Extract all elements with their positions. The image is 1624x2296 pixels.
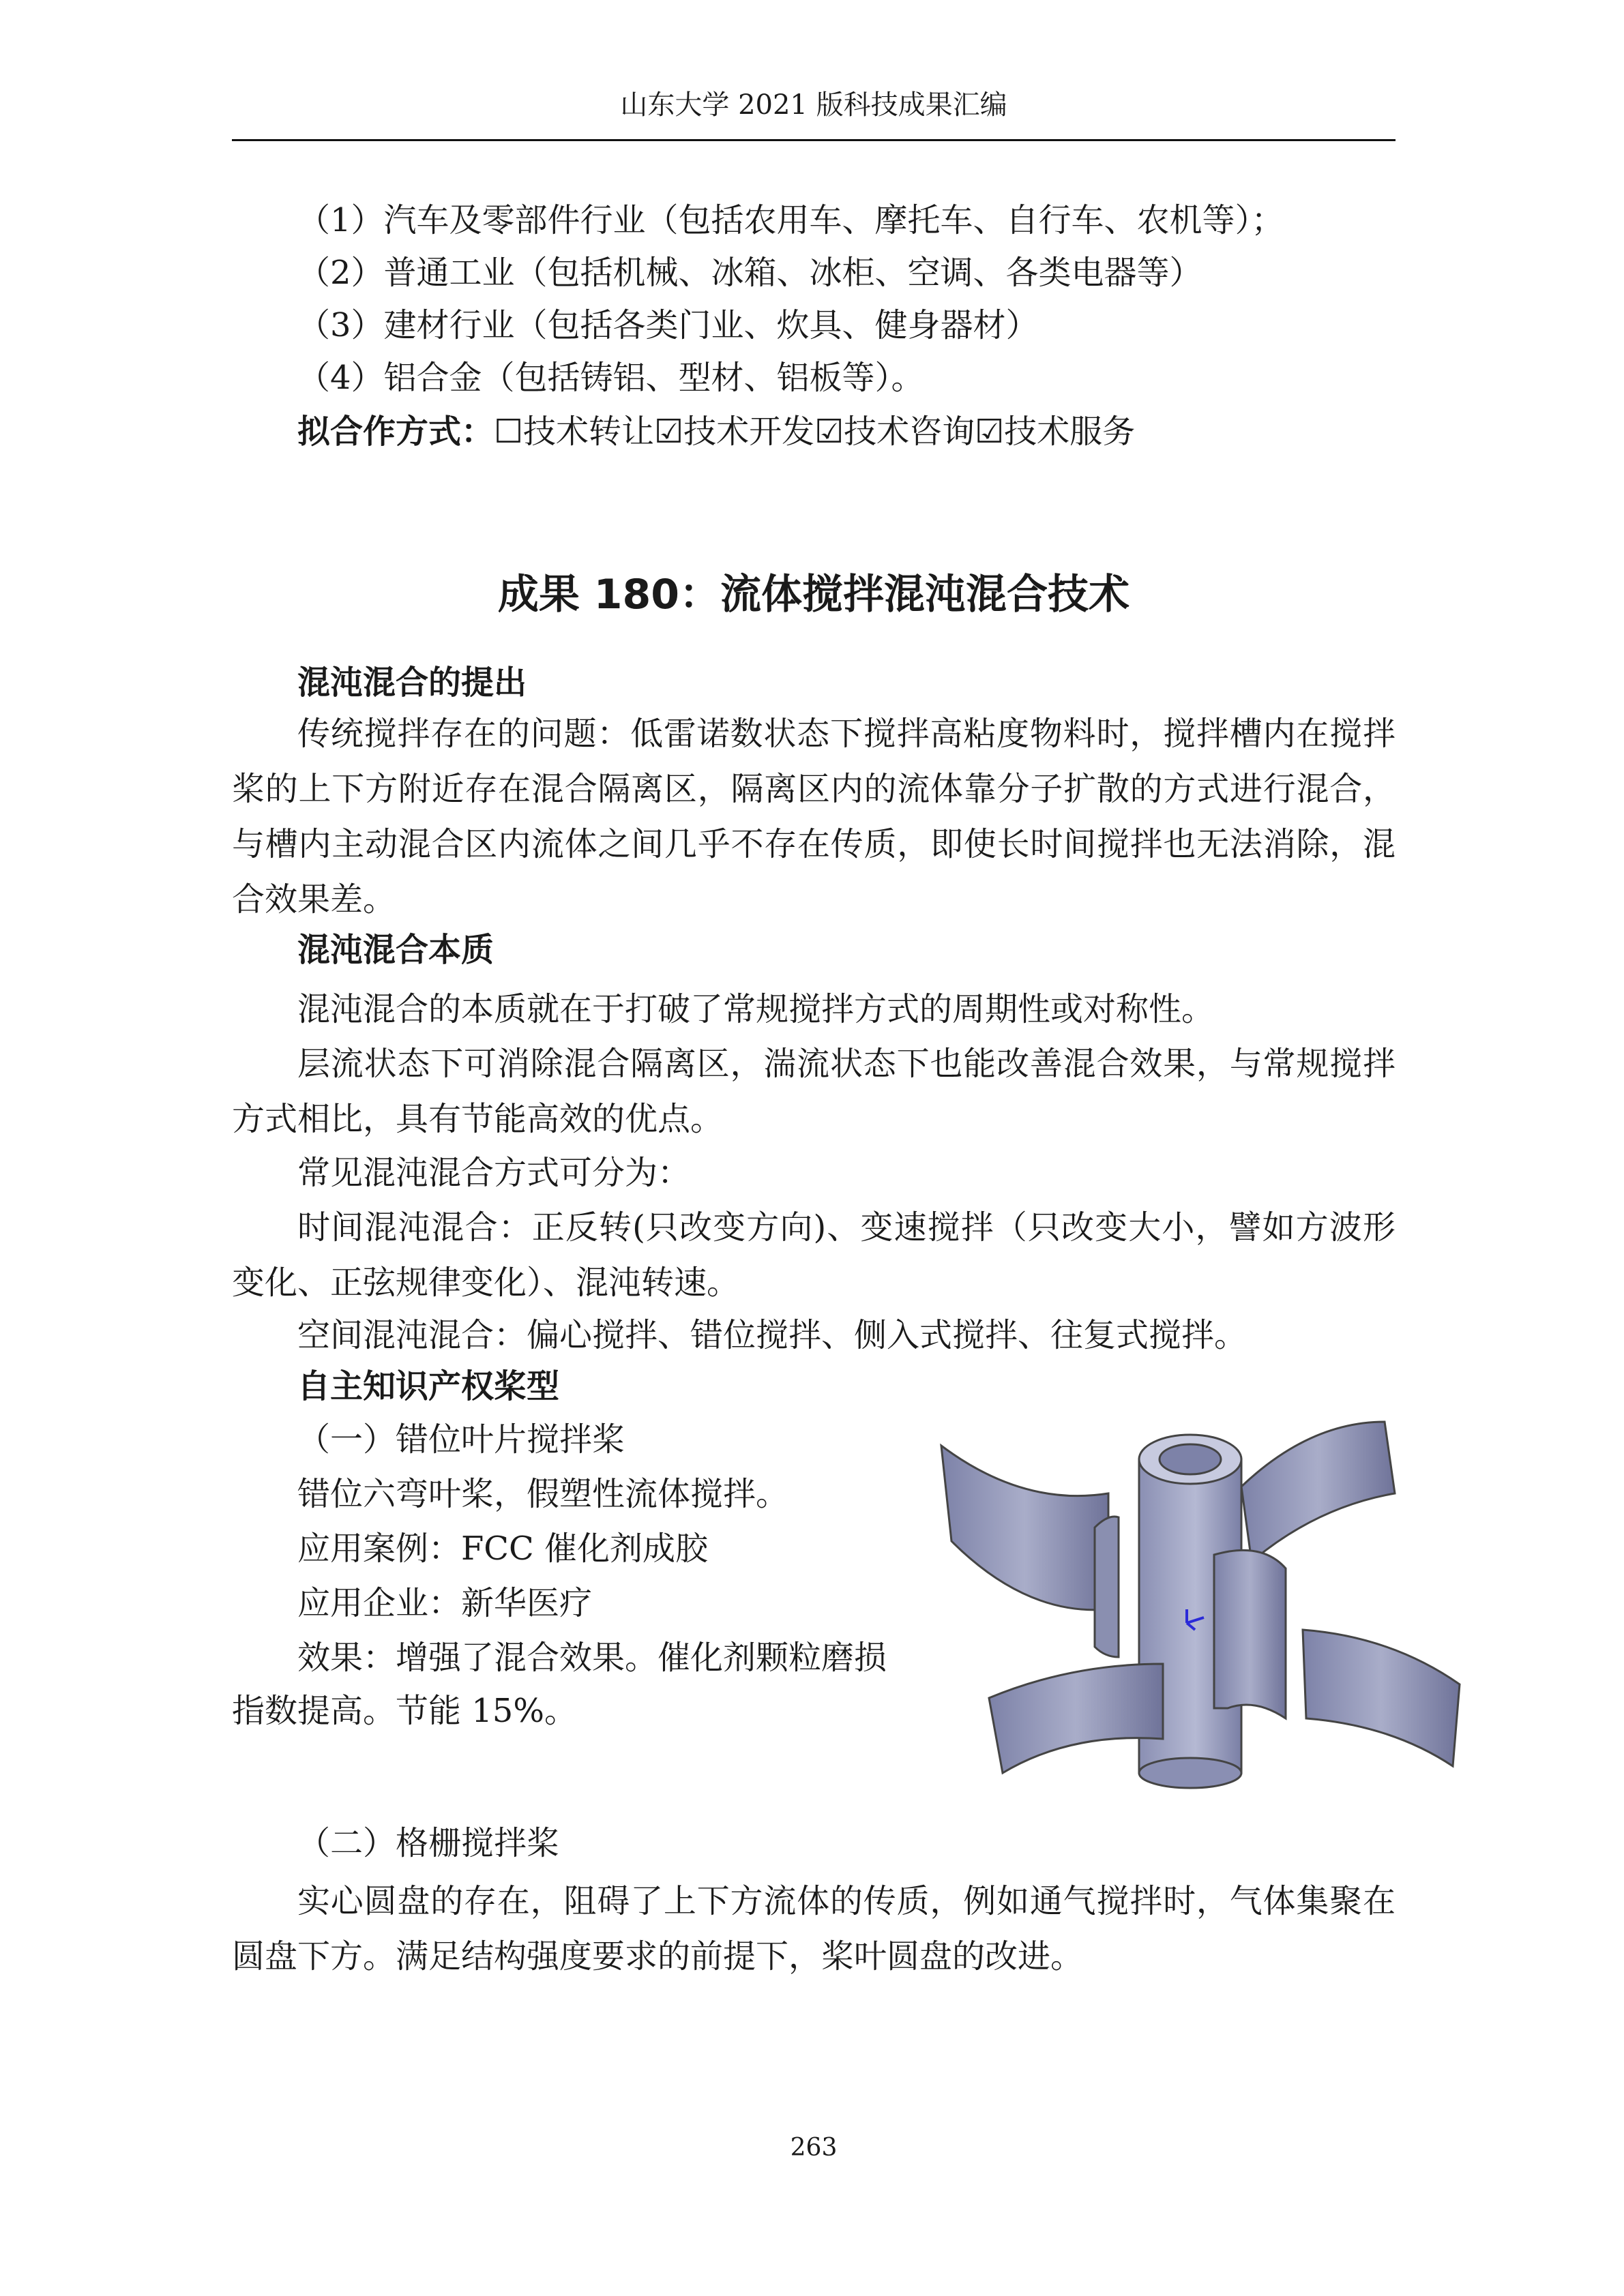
running-header: 山东大学 2021 版科技成果汇编	[620, 89, 1007, 121]
page-title: 成果 180：流体搅拌混沌混合技术	[497, 571, 1130, 618]
impeller-figure	[914, 1405, 1487, 1800]
shaft-bottom	[1139, 1758, 1241, 1788]
section-heading: 混沌混合的提出	[297, 664, 527, 702]
subsection-heading: （二）格栅搅拌桨	[297, 1824, 560, 1862]
text-line: 应用企业：新华医疗	[297, 1584, 593, 1622]
blade-center-right	[1214, 1550, 1286, 1718]
text-line: 指数提高。节能 15%。	[232, 1692, 577, 1730]
subsection-heading: （一）错位叶片搅拌桨	[297, 1420, 625, 1459]
section-heading: 混沌混合本质	[297, 931, 494, 969]
blade-upper-right	[1241, 1422, 1395, 1562]
paragraph: 层流状态下可消除混合隔离区，湍流状态下也能改善混合效果，与常规搅拌方式相比，具有节能高效的优点。	[232, 1045, 1396, 1138]
list-item: （3）建材行业（包括各类门业、炊具、健身器材）	[297, 306, 1039, 344]
paragraph: 实心圆盘的存在，阻碍了上下方流体的传质，例如通气搅拌时，气体集聚在圆盘下方。满足结构强度要求的前提下，桨叶圆盘的改进。	[232, 1882, 1396, 1976]
blade-center-left	[1095, 1517, 1119, 1657]
cooperation-label: 拟合作方式：	[297, 413, 494, 451]
cooperation-line	[297, 409, 1135, 454]
paragraph: 传统搅拌存在的问题：低雷诺数状态下搅拌高粘度物料时，搅拌槽内在搅拌桨的上下方附近存在混合隔离区，隔离区内的流体靠分子扩散的方式进行混合，与槽内主动混合区内流体之间几乎不存在传质，即使长时间搅拌也无法消除，混合效果差。	[232, 715, 1396, 919]
paragraph: 常见混沌混合方式可分为：	[297, 1154, 691, 1192]
blade-upper-left	[941, 1446, 1108, 1610]
paragraph: 混沌混合的本质就在于打破了常规搅拌方式的周期性或对称性。	[297, 990, 1215, 1028]
section-heading: 自主知识产权桨型	[297, 1367, 560, 1405]
paragraph: 时间混沌混合：正反转(只改变方向)、变速搅拌（只改变大小，譬如方波形变化、正弦规律变化）、混沌转速。	[232, 1208, 1396, 1302]
blade-lower-right	[1303, 1630, 1460, 1766]
blade-lower-left	[989, 1664, 1163, 1773]
cooperation-options: ☐技术转让☑技术开发☑技术咨询☑技术服务	[494, 413, 1136, 451]
text-line: 应用案例：FCC 催化剂成胶	[297, 1530, 709, 1568]
text-line: 错位六弯叶桨，假塑性流体搅拌。	[297, 1475, 789, 1513]
list-item: （2）普通工业（包括机械、冰箱、冰柜、空调、各类电器等）	[297, 254, 1202, 292]
text-line: 效果：增强了混合效果。催化剂颗粒磨损	[297, 1639, 887, 1677]
page-number: 263	[790, 2134, 838, 2162]
header-rule	[232, 139, 1396, 141]
list-item: （4）铝合金（包括铸铝、型材、铝板等）。	[297, 359, 924, 397]
paragraph: 空间混沌混合：偏心搅拌、错位搅拌、侧入式搅拌、往复式搅拌。	[297, 1316, 1247, 1354]
shaft-bore	[1160, 1444, 1221, 1474]
list-item: （1）汽车及零部件行业（包括农用车、摩托车、自行车、农机等）；	[297, 201, 1284, 239]
